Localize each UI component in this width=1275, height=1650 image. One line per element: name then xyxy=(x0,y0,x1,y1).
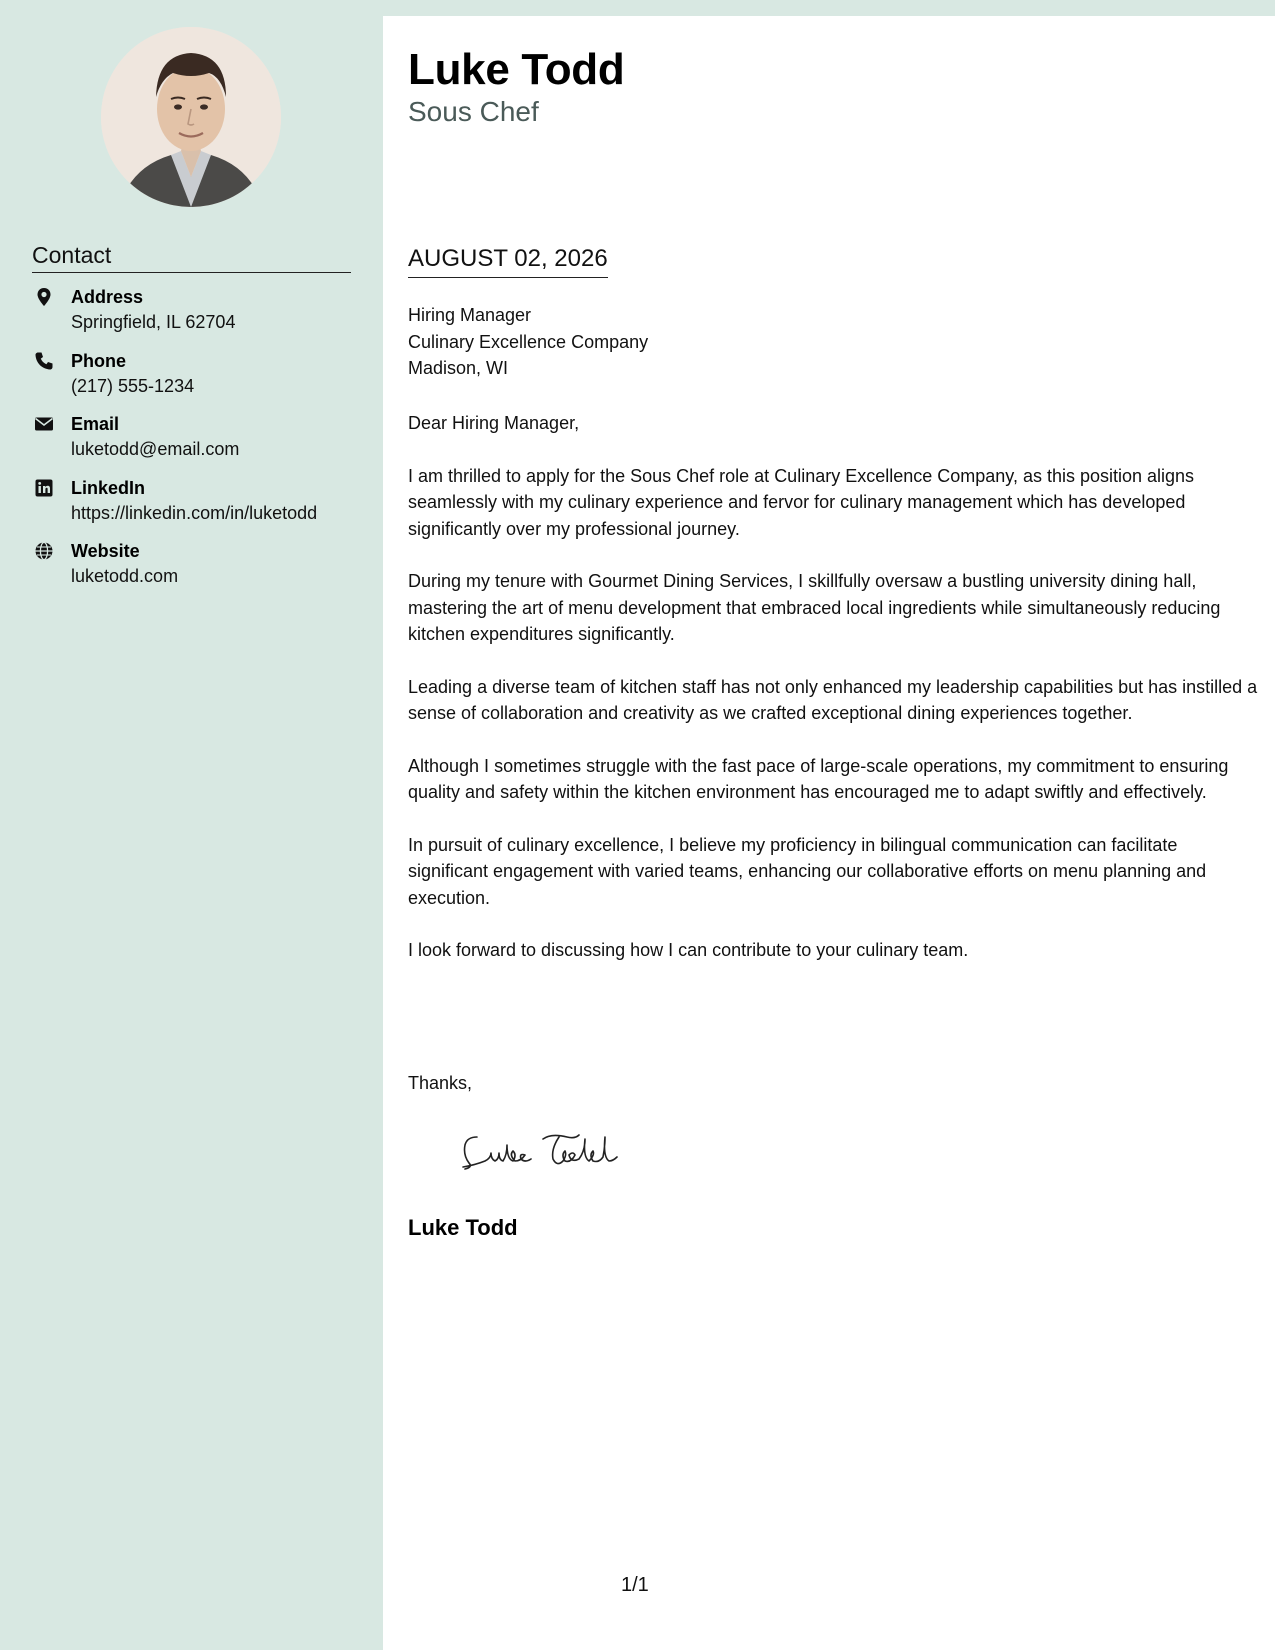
contact-list xyxy=(32,285,362,603)
contact-value: luketodd.com xyxy=(71,566,179,586)
letter-paragraph: During my tenure with Gourmet Dining Services, I skillfully oversaw a bustling university dining hall, mastering the art of menu development that embraced local ingredients while simultaneously reducing kitchen expenditures significantly. xyxy=(408,571,1221,644)
profile-photo xyxy=(101,27,281,207)
contact-value: luketodd@email.com xyxy=(71,439,240,459)
closing: Thanks, xyxy=(408,1073,473,1093)
salutation: Dear Hiring Manager, xyxy=(408,413,580,433)
contact-item-website xyxy=(32,539,362,603)
page-number: 1/1 xyxy=(621,1574,649,1596)
contact-label: Website xyxy=(71,541,140,561)
letter-paragraph: In pursuit of culinary excellence, I believe my proficiency in bilingual communication can facilitate significant engagement with varied teams, enhancing our collaborative efforts on menu planning and execution. xyxy=(408,834,1207,908)
letter-paragraph: Although I sometimes struggle with the fast pace of large-scale operations, my commitment to ensuring quality and safety within the kitchen environment has encouraged me to adapt swiftly and effectively. xyxy=(408,755,1229,802)
linkedin-icon xyxy=(34,478,54,498)
recipient-line: Culinary Excellence Company xyxy=(408,331,649,352)
contact-item-linkedin xyxy=(32,476,362,540)
letter-date: AUGUST 02, 2026 xyxy=(408,243,608,278)
contact-item-address xyxy=(32,285,362,349)
letter-paragraph: I look forward to discussing how I can contribute to your culinary team. xyxy=(408,940,969,960)
applicant-name: Luke Todd xyxy=(408,45,625,94)
envelope-icon xyxy=(34,414,54,434)
contact-value: https://linkedin.com/in/luketodd xyxy=(71,502,318,523)
contact-section-title: Contact xyxy=(32,240,351,273)
contact-item-email xyxy=(32,412,362,476)
contact-label: Address xyxy=(71,287,144,307)
contact-label: Email xyxy=(71,414,120,434)
phone-icon xyxy=(34,351,54,371)
recipient-line: Hiring Manager xyxy=(408,305,532,325)
job-title: Sous Chef xyxy=(408,96,539,127)
handwritten-signature xyxy=(455,1125,625,1175)
recipient-line: Madison, WI xyxy=(408,358,509,378)
contact-value: Springfield, IL 62704 xyxy=(71,312,236,332)
contact-label: LinkedIn xyxy=(71,477,146,498)
contact-value: (217) 555-1234 xyxy=(71,375,195,396)
map-pin-icon xyxy=(34,287,54,307)
contact-label: Phone xyxy=(71,350,127,371)
letter-paragraph: Leading a diverse team of kitchen staff has not only enhanced my leadership capabilities but has instilled a sense of collaboration and creativity as we crafted exceptional dining experiences together. xyxy=(408,676,1258,723)
letter-body xyxy=(408,410,1258,990)
signer-name: Luke Todd xyxy=(408,1215,518,1240)
recipient-block xyxy=(408,302,648,382)
contact-item-phone xyxy=(32,349,362,413)
globe-icon xyxy=(34,541,54,561)
letter-paragraph: I am thrilled to apply for the Sous Chef role at Culinary Excellence Company, as this position aligns seamlessly with my culinary experience and fervor for culinary management which has developed significantly over my professional journey. xyxy=(408,465,1195,539)
